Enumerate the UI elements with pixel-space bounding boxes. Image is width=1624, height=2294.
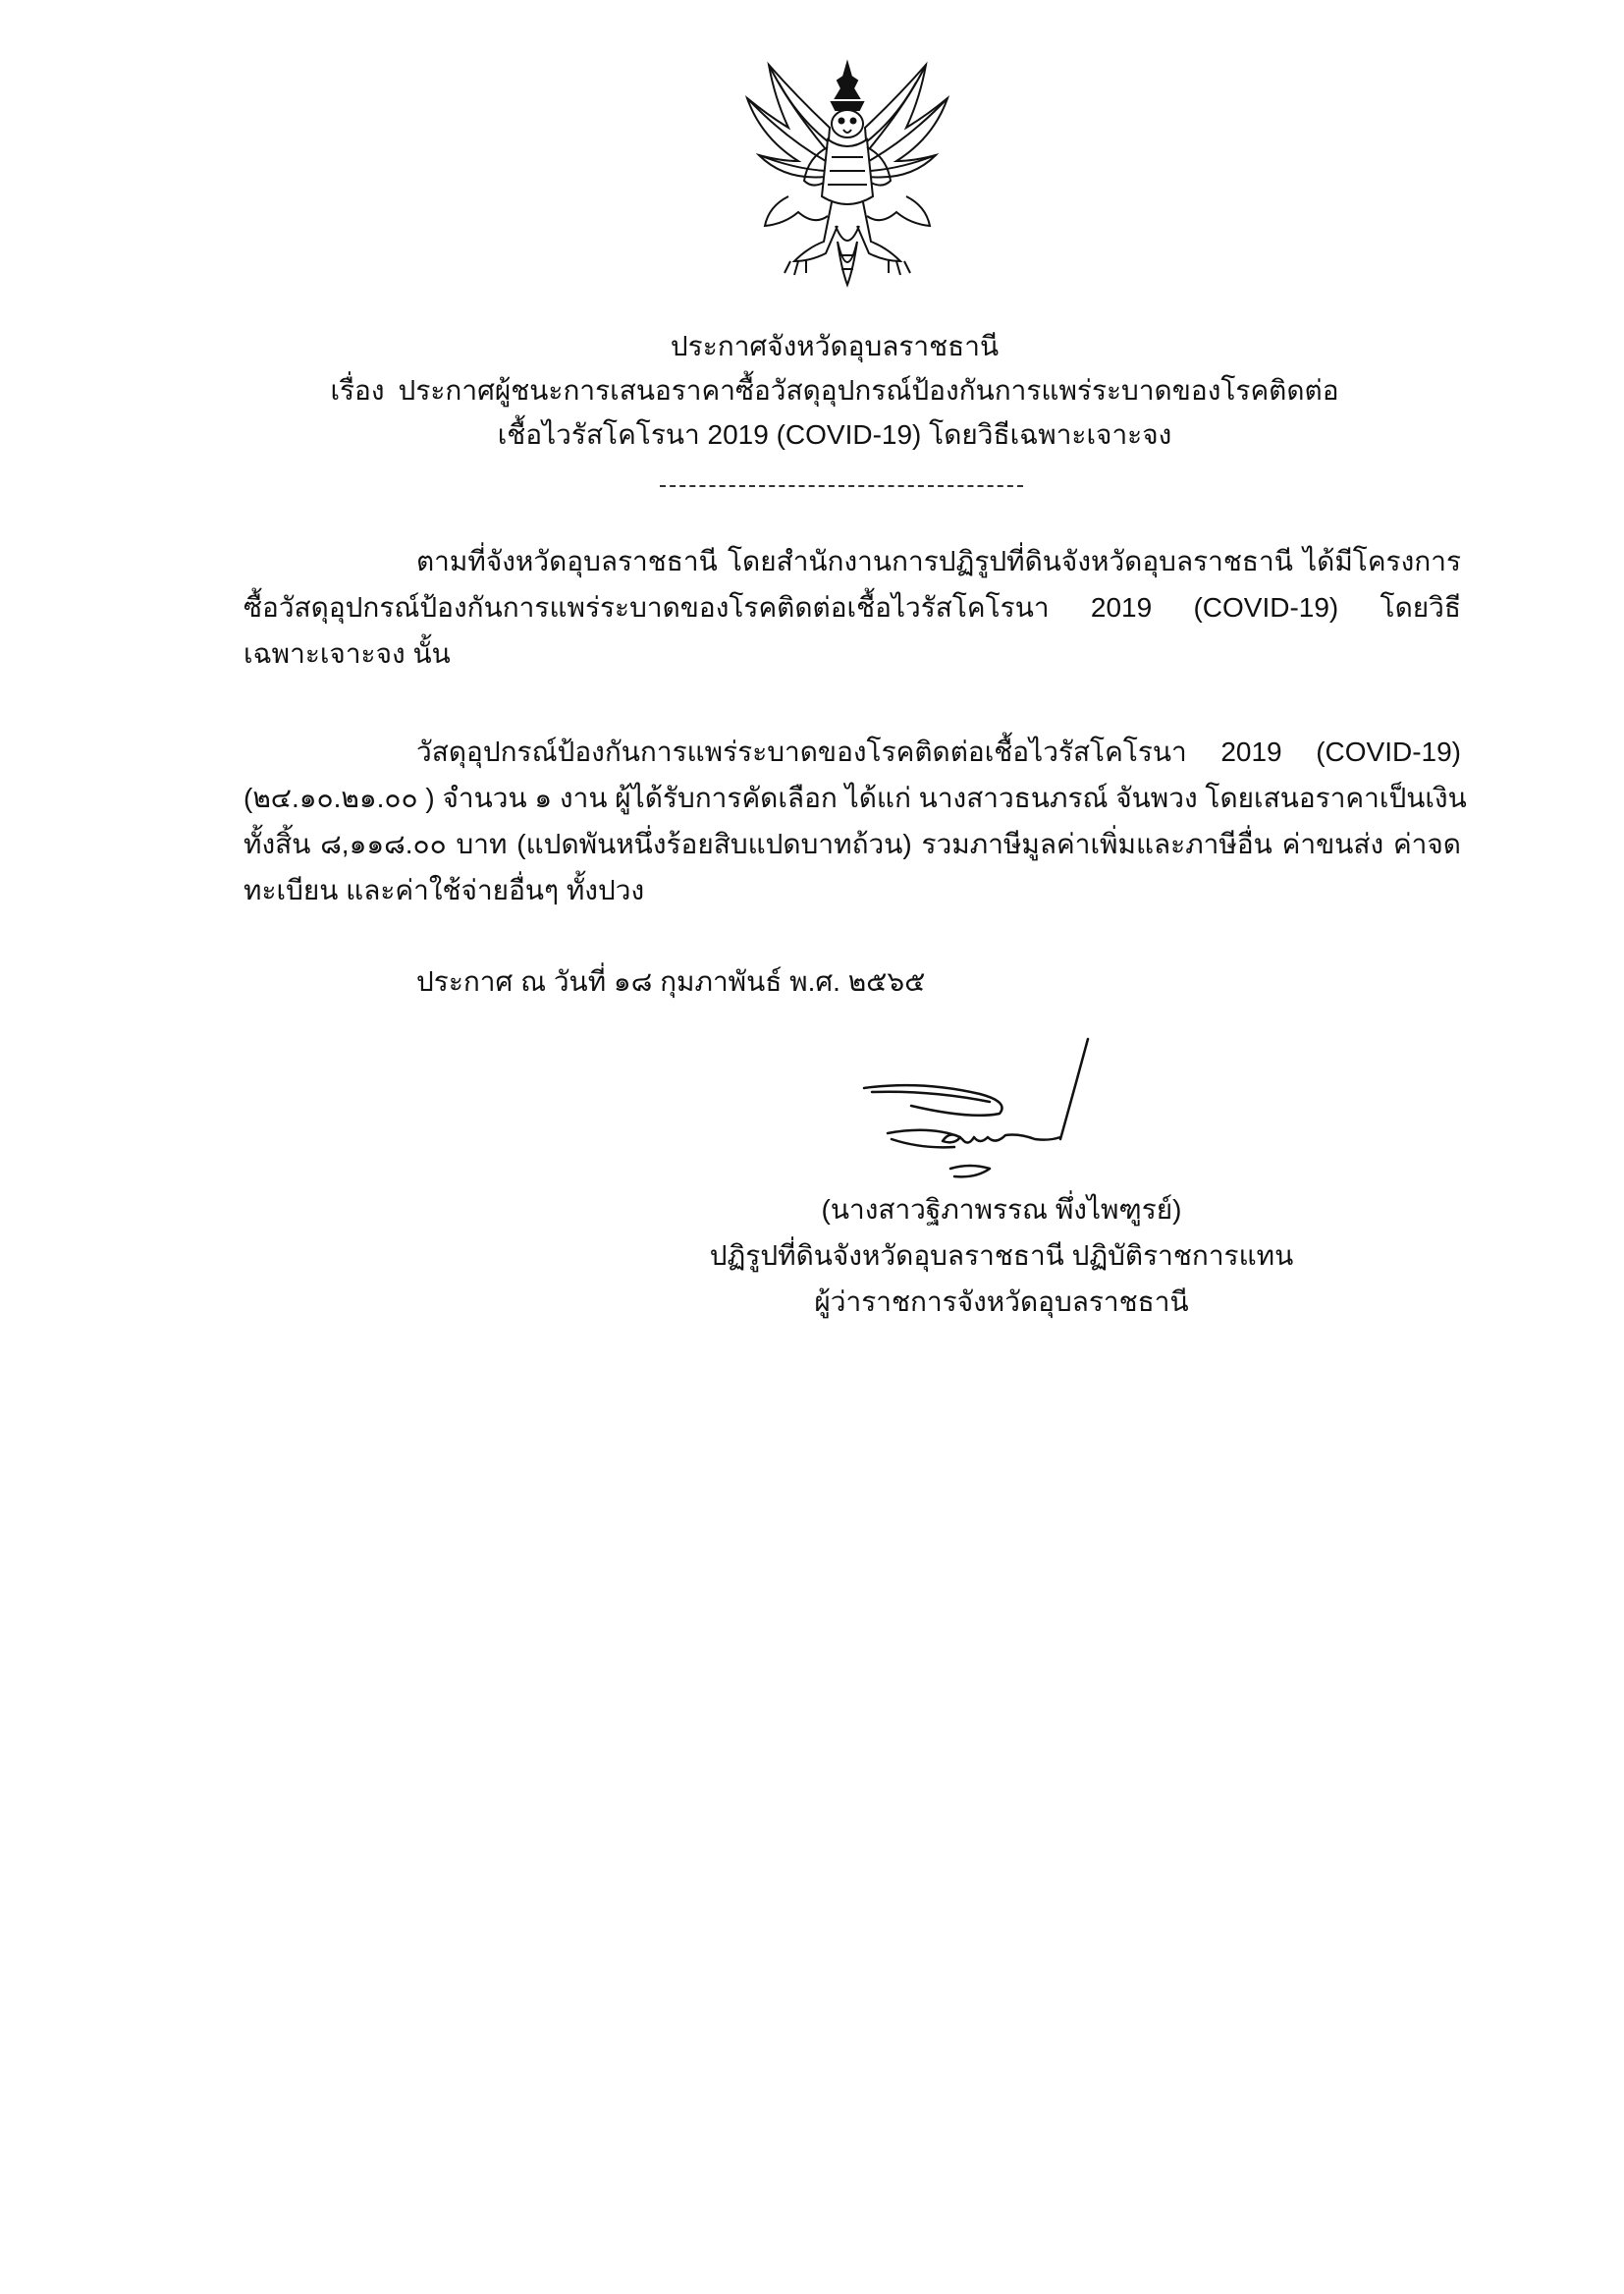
signer-name: (นางสาวฐิภาพรรณ พึ่งไพฑูรย์) <box>821 1194 1182 1225</box>
body-paragraph-2 <box>244 729 1467 913</box>
document-subject-line-2: เชื้อไวรัสโคโรนา 2019 (COVID-19) โดยวิธีเฉพาะเจาะจง <box>497 419 1172 450</box>
paragraph-1-line-3: เฉพาะเจาะจง นั้น <box>244 638 451 669</box>
paragraph-2-line-3: ทั้งสิ้น ๘,๑๑๘.๐๐ บาท (แปดพันหนึ่งร้อยสิบแปดบาทถ้วน) รวมภาษีมูลค่าเพิ่มและภาษีอื่น ค่าขนส่ง ค่าจด <box>244 829 1461 859</box>
paragraph-1-line-2: ซื้อวัสดุอุปกรณ์ป้องกันการแพร่ระบาดของโรคติดต่อเชื้อไวรัสโคโรนา 2019 (COVID-19) โดยวิธี <box>244 592 1461 623</box>
paragraph-2-line-2: (๒๔.๑๐.๒๑.๐๐ ) จำนวน ๑ งาน ผู้ได้รับการคัดเลือก ได้แก่ นางสาวธนภรณ์ จันพวง โดยเสนอราคาเป็นเงิน <box>244 783 1467 813</box>
garuda-emblem-icon <box>729 59 966 291</box>
signature-icon <box>852 1031 1098 1198</box>
document-subject-line-1 <box>236 368 1434 412</box>
announce-date: ประกาศ ณ วันที่ ๑๘ กุมภาพันธ์ พ.ศ. ๒๕๖๕ <box>416 966 926 997</box>
document-header <box>236 324 1434 457</box>
signer-block <box>687 1186 1316 1325</box>
paragraph-2-line-4: ทะเบียน และค่าใช้จ่ายอื่นๆ ทั้งปวง <box>244 875 645 905</box>
paragraph-1-line-1: ตามที่จังหวัดอุบลราชธานี โดยสำนักงานการปฏิรูปที่ดินจังหวัดอุบลราชธานี ได้มีโครงการ <box>416 546 1461 576</box>
body-paragraph-1 <box>244 538 1461 677</box>
header-divider <box>660 485 1023 487</box>
subject-text-1: ประกาศผู้ชนะการเสนอราคาซื้อวัสดุอุปกรณ์ป้องกันการแพร่ระบาดของโรคติดต่อ <box>398 375 1339 406</box>
signer-position-1: ปฏิรูปที่ดินจังหวัดอุบลราชธานี ปฏิบัติราชการแทน <box>709 1240 1294 1271</box>
subject-label: เรื่อง <box>330 375 385 406</box>
paragraph-2-line-1: วัสดุอุปกรณ์ป้องกันการแพร่ระบาดของโรคติดต่อเชื้อไวรัสโคโรนา 2019 (COVID-19) <box>416 737 1461 767</box>
signer-position-2: ผู้ว่าราชการจังหวัดอุบลราชธานี <box>814 1286 1189 1317</box>
document-issuer: ประกาศจังหวัดอุบลราชธานี <box>670 331 1000 361</box>
